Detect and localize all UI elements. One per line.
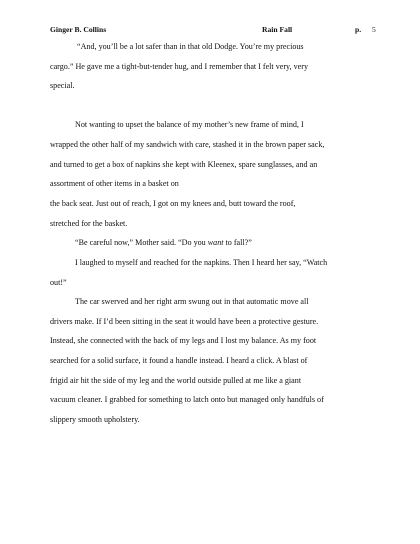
text-line: slippery smooth upholstery. <box>50 414 140 424</box>
text-line: searched for a solid surface, it found a handle instead. I heard a click. A blast of <box>50 355 308 365</box>
header-author: Ginger B. Collins <box>50 25 107 34</box>
text-line: Not wanting to upset the balance of my mother’s new frame of mind, I <box>75 120 304 130</box>
text-line: and turned to get a box of napkins she kept with Kleenex, spare sunglasses, and an <box>50 159 318 169</box>
manuscript-body <box>50 37 375 429</box>
text-line: cargo.” He gave me a tight-but-tender hug, and I remember that I felt very, very <box>50 61 308 71</box>
text-line: I laughed to myself and reached for the napkins. Then I heard her say, “Watch <box>75 257 328 267</box>
dialogue-start: “Be careful now,” Mother said. “Do you <box>75 238 208 248</box>
text-line <box>50 233 375 253</box>
text-line: stretched for the basket. <box>50 218 128 228</box>
text-line: wrapped the other half of my sandwich with care, stashed it in the brown paper sack, <box>50 139 325 149</box>
emphasis-word: want <box>207 238 224 248</box>
text-line: The car swerved and her right arm swung out in that automatic move all <box>75 297 309 307</box>
header-page-number: 5 <box>372 25 376 34</box>
header-title: Rain Fall <box>262 25 293 34</box>
text-line: drivers make. If I’d been sitting in the seat it would have been a protective gesture. <box>50 316 319 326</box>
text-line: the back seat. Just out of reach, I got on my knees and, butt toward the roof, <box>50 199 296 209</box>
text-line: special. <box>50 81 75 91</box>
text-line: vacuum cleaner. I grabbed for something to latch onto but managed only handfuls of <box>50 395 324 405</box>
header-page-label: p. <box>355 25 362 34</box>
text-line: frigid air hit the side of my leg and the world outside pulled at me like a giant <box>50 375 302 385</box>
dialogue-end: to fall?” <box>223 238 252 248</box>
text-line: assortment of other items in a basket on <box>50 179 179 189</box>
text-line: “And, you’ll be a lot safer than in that old Dodge. You’re my precious <box>77 42 304 51</box>
running-header <box>0 25 420 37</box>
paragraph-gap <box>50 96 375 116</box>
text-line: out!” <box>50 277 67 287</box>
text-line: Instead, she connected with the back of my legs and I lost my balance. As my foot <box>50 336 317 346</box>
